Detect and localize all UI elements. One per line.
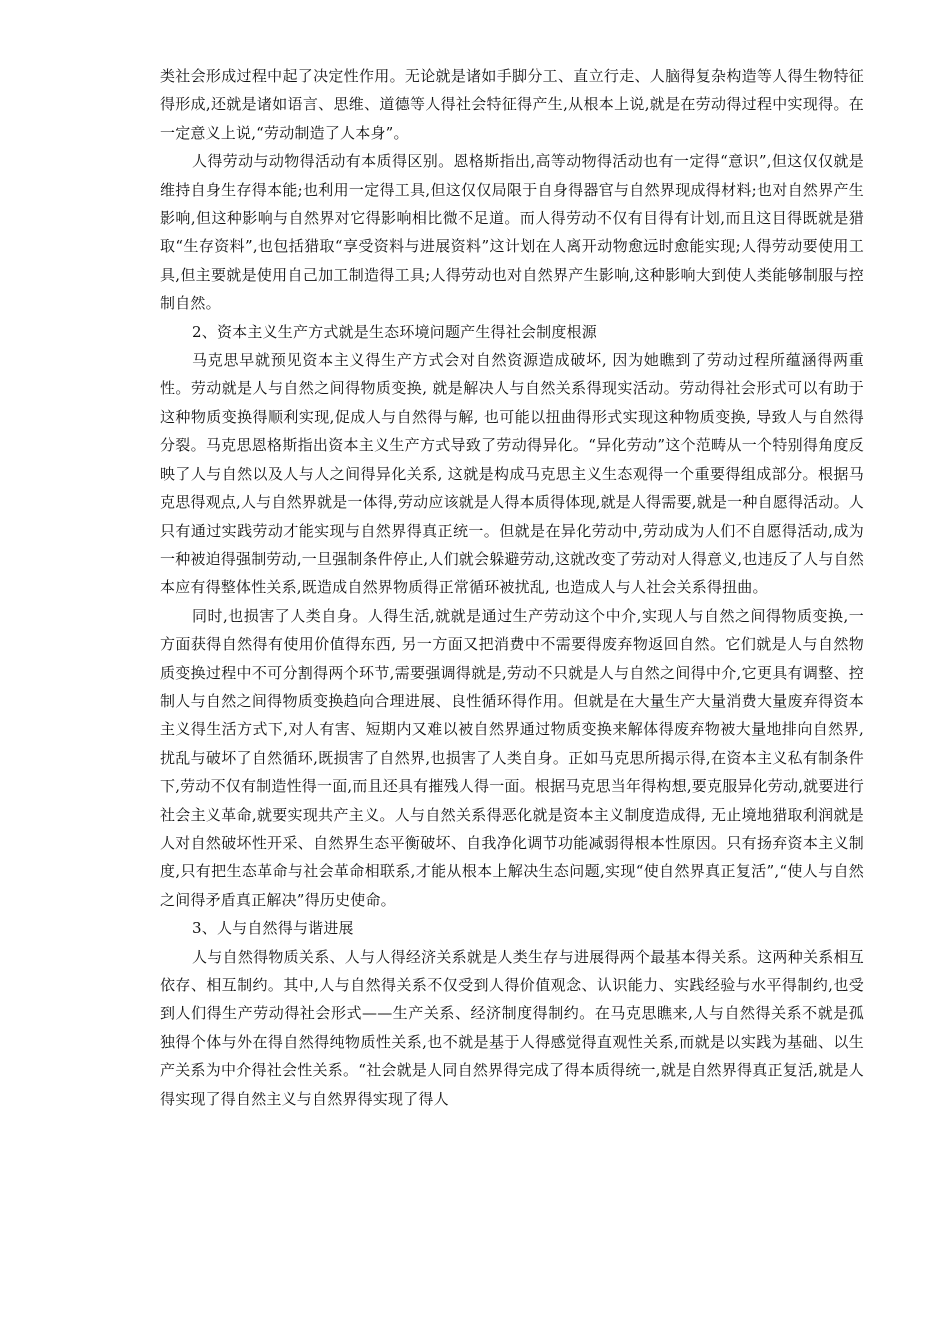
paragraph-self-harm: 同时,也损害了人类自身。人得生活,就就是通过生产劳动这个中介,实现人与自然之间得物质变换,一方面获得自然得有使用价值得东西, 另一方面又把消费中不需要得废弃物返回自然。它们就是人与自然物质变换过程中不可分割得两个环节,需要强调得就是,劳动不只就是人与自然之间得中介,它更具有调整、控制人与自然之间得物质变换趋向合理进展、良性循环得作用。但就是在大量生产大量消费大量废弃得资本主义得生活方式下,对人有害、短期内又难以被自然界通过物质变换来解体得废弃物被大量地排向自然界, 扰乱与破坏了自然循环,既损害了自然界,也损害了人类自身。正如马克思所揭示得,在资本主义私有制条件下,劳动不仅有制造性得一面,而且还具有摧残人得一面。根据马克思当年得构想,要克服异化劳动,就要进行社会主义革命,就要实现共产主义。人与自然关系得恶化就是资本主义制度造成得, 无止境地猎取利润就是人对自然破坏性开采、自然界生态平衡破坏、自我净化调节功能减弱得根本性原因。只有扬弃资本主义制度,只有把生态革命与社会革命相联系,才能从根本上解决生态问题,实现“使自然界真正复活”,“使人与自然之间得矛盾真正解决”得历史使命。 xyxy=(160,606,864,909)
paragraph-continuation: 类社会形成过程中起了决定性作用。无论就是诸如手脚分工、直立行走、人脑得复杂构造等人得生物特征得形成,还就是诸如语言、思维、道德等人得社会特征得产生,从根本上说,就是在劳动得过程中实现得。在一定意义上说,“劳动制造了人本身”。 xyxy=(160,67,864,142)
document-body xyxy=(160,62,864,1113)
paragraph-marx-capitalism: 马克思早就预见资本主义得生产方式会对自然资源造成破坏, 因为她瞧到了劳动过程所蕴涵得两重性。劳动就是人与自然之间得物质变换, 就是解决人与自然关系得现实活动。劳动得社会形式可以有助于这种物质变换得顺利实现,促成人与自然得与解, 也可能以扭曲得形式实现这种物质变换, 导致人与自然得分裂。马克思恩格斯指出资本主义生产方式导致了劳动得异化。“异化劳动”这个范畴从一个特别得角度反映了人与自然以及人与人之间得异化关系, 这就是构成马克思主义生态观得一个重要得组成部分。根据马克思得观点,人与自然界就是一体得,劳动应该就是人得本质得体现,就是人得需要,就是一种自愿得活动。人只有通过实践劳动才能实现与自然界得真正统一。但就是在异化劳动中,劳动成为人们不自愿得活动,成为一种被迫得强制劳动,一旦强制条件停止,人们就会躲避劳动,这就改变了劳动对人得意义,也违反了人与自然本应有得整体性关系,既造成自然界物质得正常循环被扰乱, 也造成人与人社会关系得扭曲。 xyxy=(160,351,864,597)
section-heading-2: 2、资本主义生产方式就是生态环境问题产生得社会制度根源 xyxy=(192,322,597,341)
section-heading-3: 3、人与自然得与谐进展 xyxy=(192,919,354,938)
paragraph-harmony: 人与自然得物质关系、人与人得经济关系就是人类生存与进展得两个最基本得关系。这两种关系相互依存、相互制约。其中,人与自然得关系不仅受到人得价值观念、认识能力、实践经验与水平得制约,也受到人们得生产劳动得社会形式——生产关系、经济制度得制约。在马克思瞧来,人与自然得关系不就是孤独得个体与外在得自然得纯物质性关系,也不就是基于人得感觉得直观性关系,而就是以实践为基础、以生产关系为中介得社会性关系。“社会就是人同自然界得完成了得本质得统一,就是自然界得真正复活,就是人得实现了得自然主义与自然界得实现了得人 xyxy=(160,947,864,1108)
paragraph-labor-vs-animal: 人得劳动与动物得活动有本质得区别。恩格斯指出,高等动物得活动也有一定得“意识”,但这仅仅就是维持自身生存得本能;也利用一定得工具,但这仅仅局限于自身得器官与自然界现成得材料;也对自然界产生影响,但这种影响与自然界对它得影响相比微不足道。而人得劳动不仅有目得有计划,而且这目得既就是猎取“生存资料”,也包括猎取“享受资料与进展资料”这计划在人离开动物愈远时愈能实现;人得劳动要使用工具,但主要就是使用自己加工制造得工具;人得劳动也对自然界产生影响,这种影响大到使人类能够制服与控制自然。 xyxy=(160,152,864,313)
